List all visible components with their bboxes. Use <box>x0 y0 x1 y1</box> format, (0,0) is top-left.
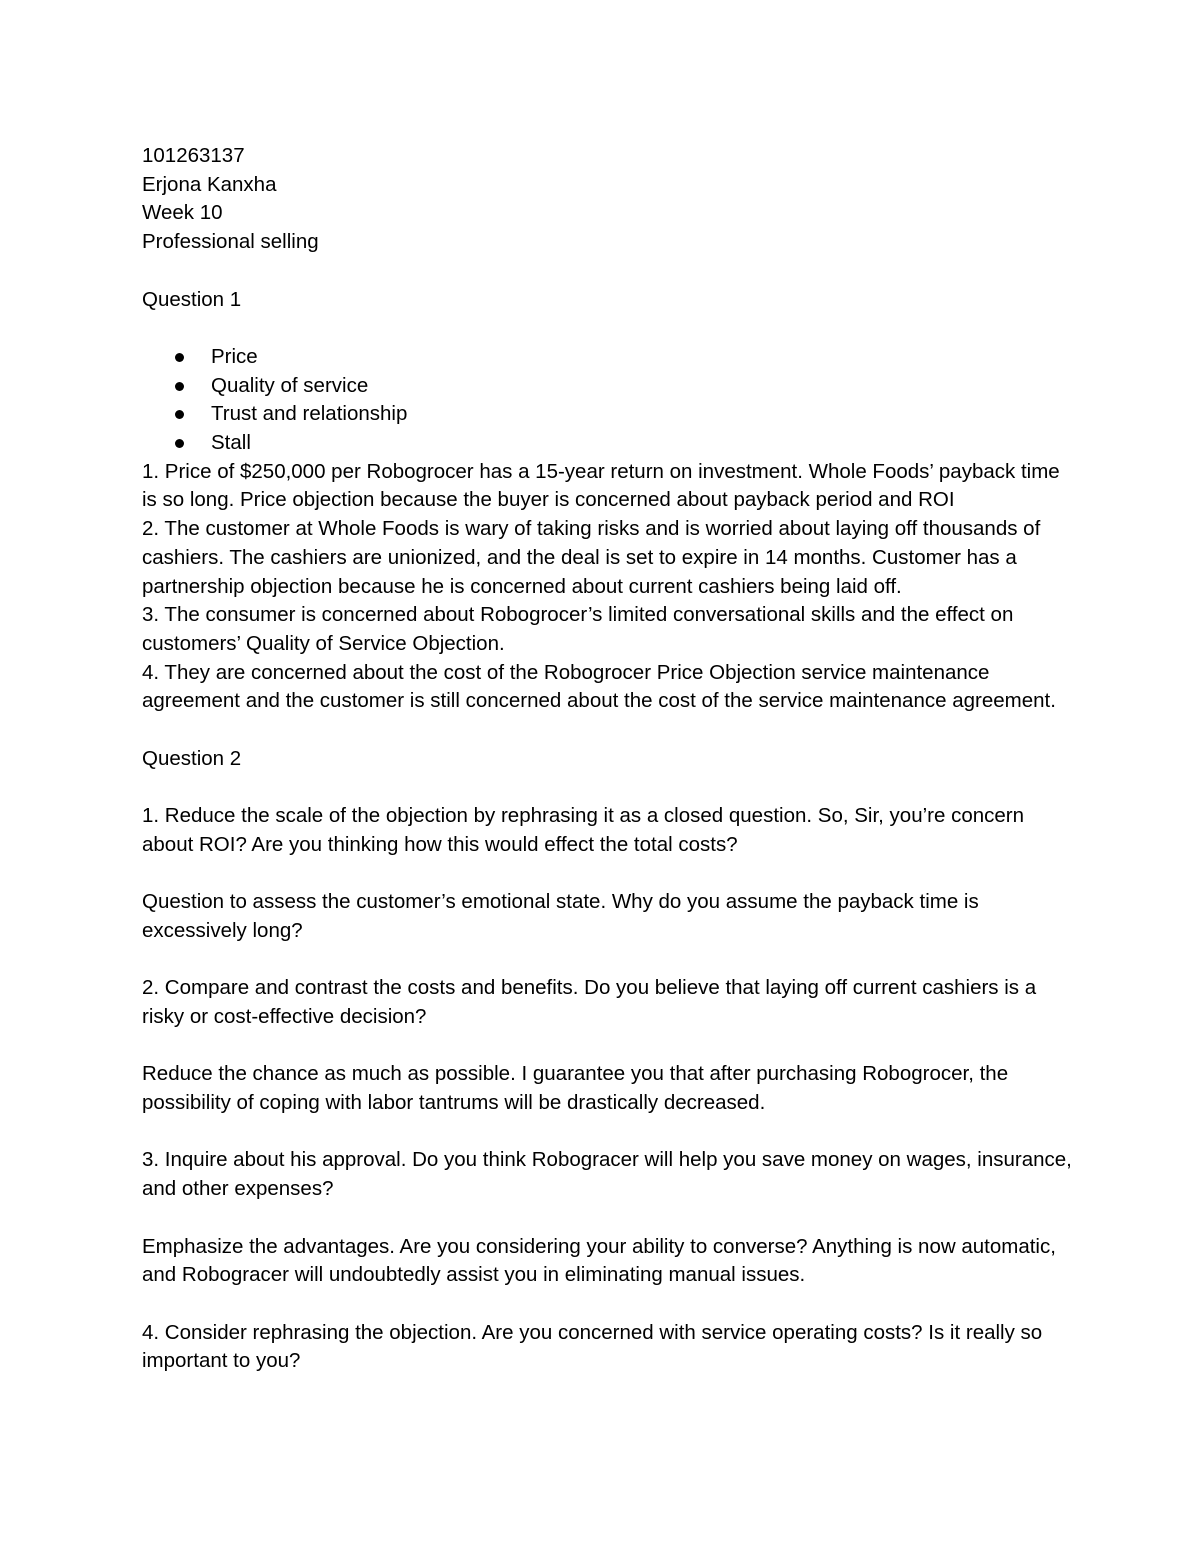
question-1-answer-3: 3. The consumer is concerned about Robogrocer’s limited conversational skills and the effect on customers’ Quality of Service Objection. <box>142 603 1014 655</box>
question-2-paragraph: 2. Compare and contrast the costs and benefits. Do you believe that laying off current cashiers is a risky or cost-effective decision? <box>142 976 1037 1028</box>
question-2-heading: Question 2 <box>142 746 242 770</box>
bullet-item <box>142 343 1072 372</box>
student-name: Erjona Kanxha <box>142 172 277 196</box>
week-label: Week 10 <box>142 201 223 225</box>
question-1-answer-4: 4. They are concerned about the cost of the Robogrocer Price Objection service maintenance agreement and the customer is still concerned about the cost of the service maintenance agreement. <box>142 660 1056 713</box>
student-id: 101263137 <box>142 144 245 167</box>
bullet-item <box>142 400 1072 429</box>
document-body <box>142 142 1072 1376</box>
question-1-answer-2: 2. The customer at Whole Foods is wary of taking risks and is worried about laying off thousands of cashiers. The cashiers are unionized, and the deal is set to expire in 14 months. Customer has a partnership objection because he is concerned about current cashiers being laid off. <box>142 517 1041 598</box>
question-2-paragraph: 1. Reduce the scale of the objection by rephrasing it as a closed question. So, Sir, you’re concern about ROI? Are you thinking how this would effect the total costs? <box>142 804 1025 856</box>
spacer <box>142 1204 1072 1233</box>
question-1-answer-1: 1. Price of $250,000 per Robogrocer has a 15-year return on investment. Whole Foods’ payback time is so long. Price objection because the buyer is concerned about payback period and ROI <box>142 459 1060 512</box>
course-title: Professional selling <box>142 230 319 254</box>
spacer <box>142 257 1072 286</box>
spacer <box>142 946 1072 975</box>
spacer <box>142 1032 1072 1061</box>
spacer <box>142 1290 1072 1319</box>
spacer <box>142 1118 1072 1147</box>
question-2-paragraph: Reduce the chance as much as possible. I guarantee you that after purchasing Robogrocer, the possibility of coping with labor tantrums will be drastically decreased. <box>142 1062 1009 1115</box>
spacer <box>142 860 1072 889</box>
bullet-item <box>142 429 1072 458</box>
question-1-heading: Question 1 <box>142 287 242 311</box>
question-2-paragraph: Question to assess the customer’s emotional state. Why do you assume the payback time is excessively long? <box>142 890 979 942</box>
bullet-icon <box>175 410 184 419</box>
bullet-icon <box>175 353 184 362</box>
spacer <box>142 716 1072 745</box>
bullet-icon <box>175 439 184 448</box>
bullet-text: Stall <box>211 431 251 454</box>
bullet-text: Price <box>211 344 258 368</box>
question-1-bullet-list <box>142 343 1072 458</box>
question-2-paragraph: 4. Consider rephrasing the objection. Are you concerned with service operating costs? Is it really so important to you? <box>142 1320 1043 1373</box>
bullet-item <box>142 372 1072 401</box>
question-2-paragraph: Emphasize the advantages. Are you considering your ability to converse? Anything is now automatic, and Robogracer will undoubtedly assist you in eliminating manual issues. <box>142 1234 1056 1287</box>
spacer <box>142 314 1072 343</box>
spacer <box>142 773 1072 802</box>
bullet-text: Trust and relationship <box>211 402 408 426</box>
question-2-paragraph: 3. Inquire about his approval. Do you think Robogracer will help you save money on wages, insurance, and other expenses? <box>142 1148 1072 1201</box>
bullet-icon <box>175 382 184 391</box>
bullet-text: Quality of service <box>211 373 369 397</box>
